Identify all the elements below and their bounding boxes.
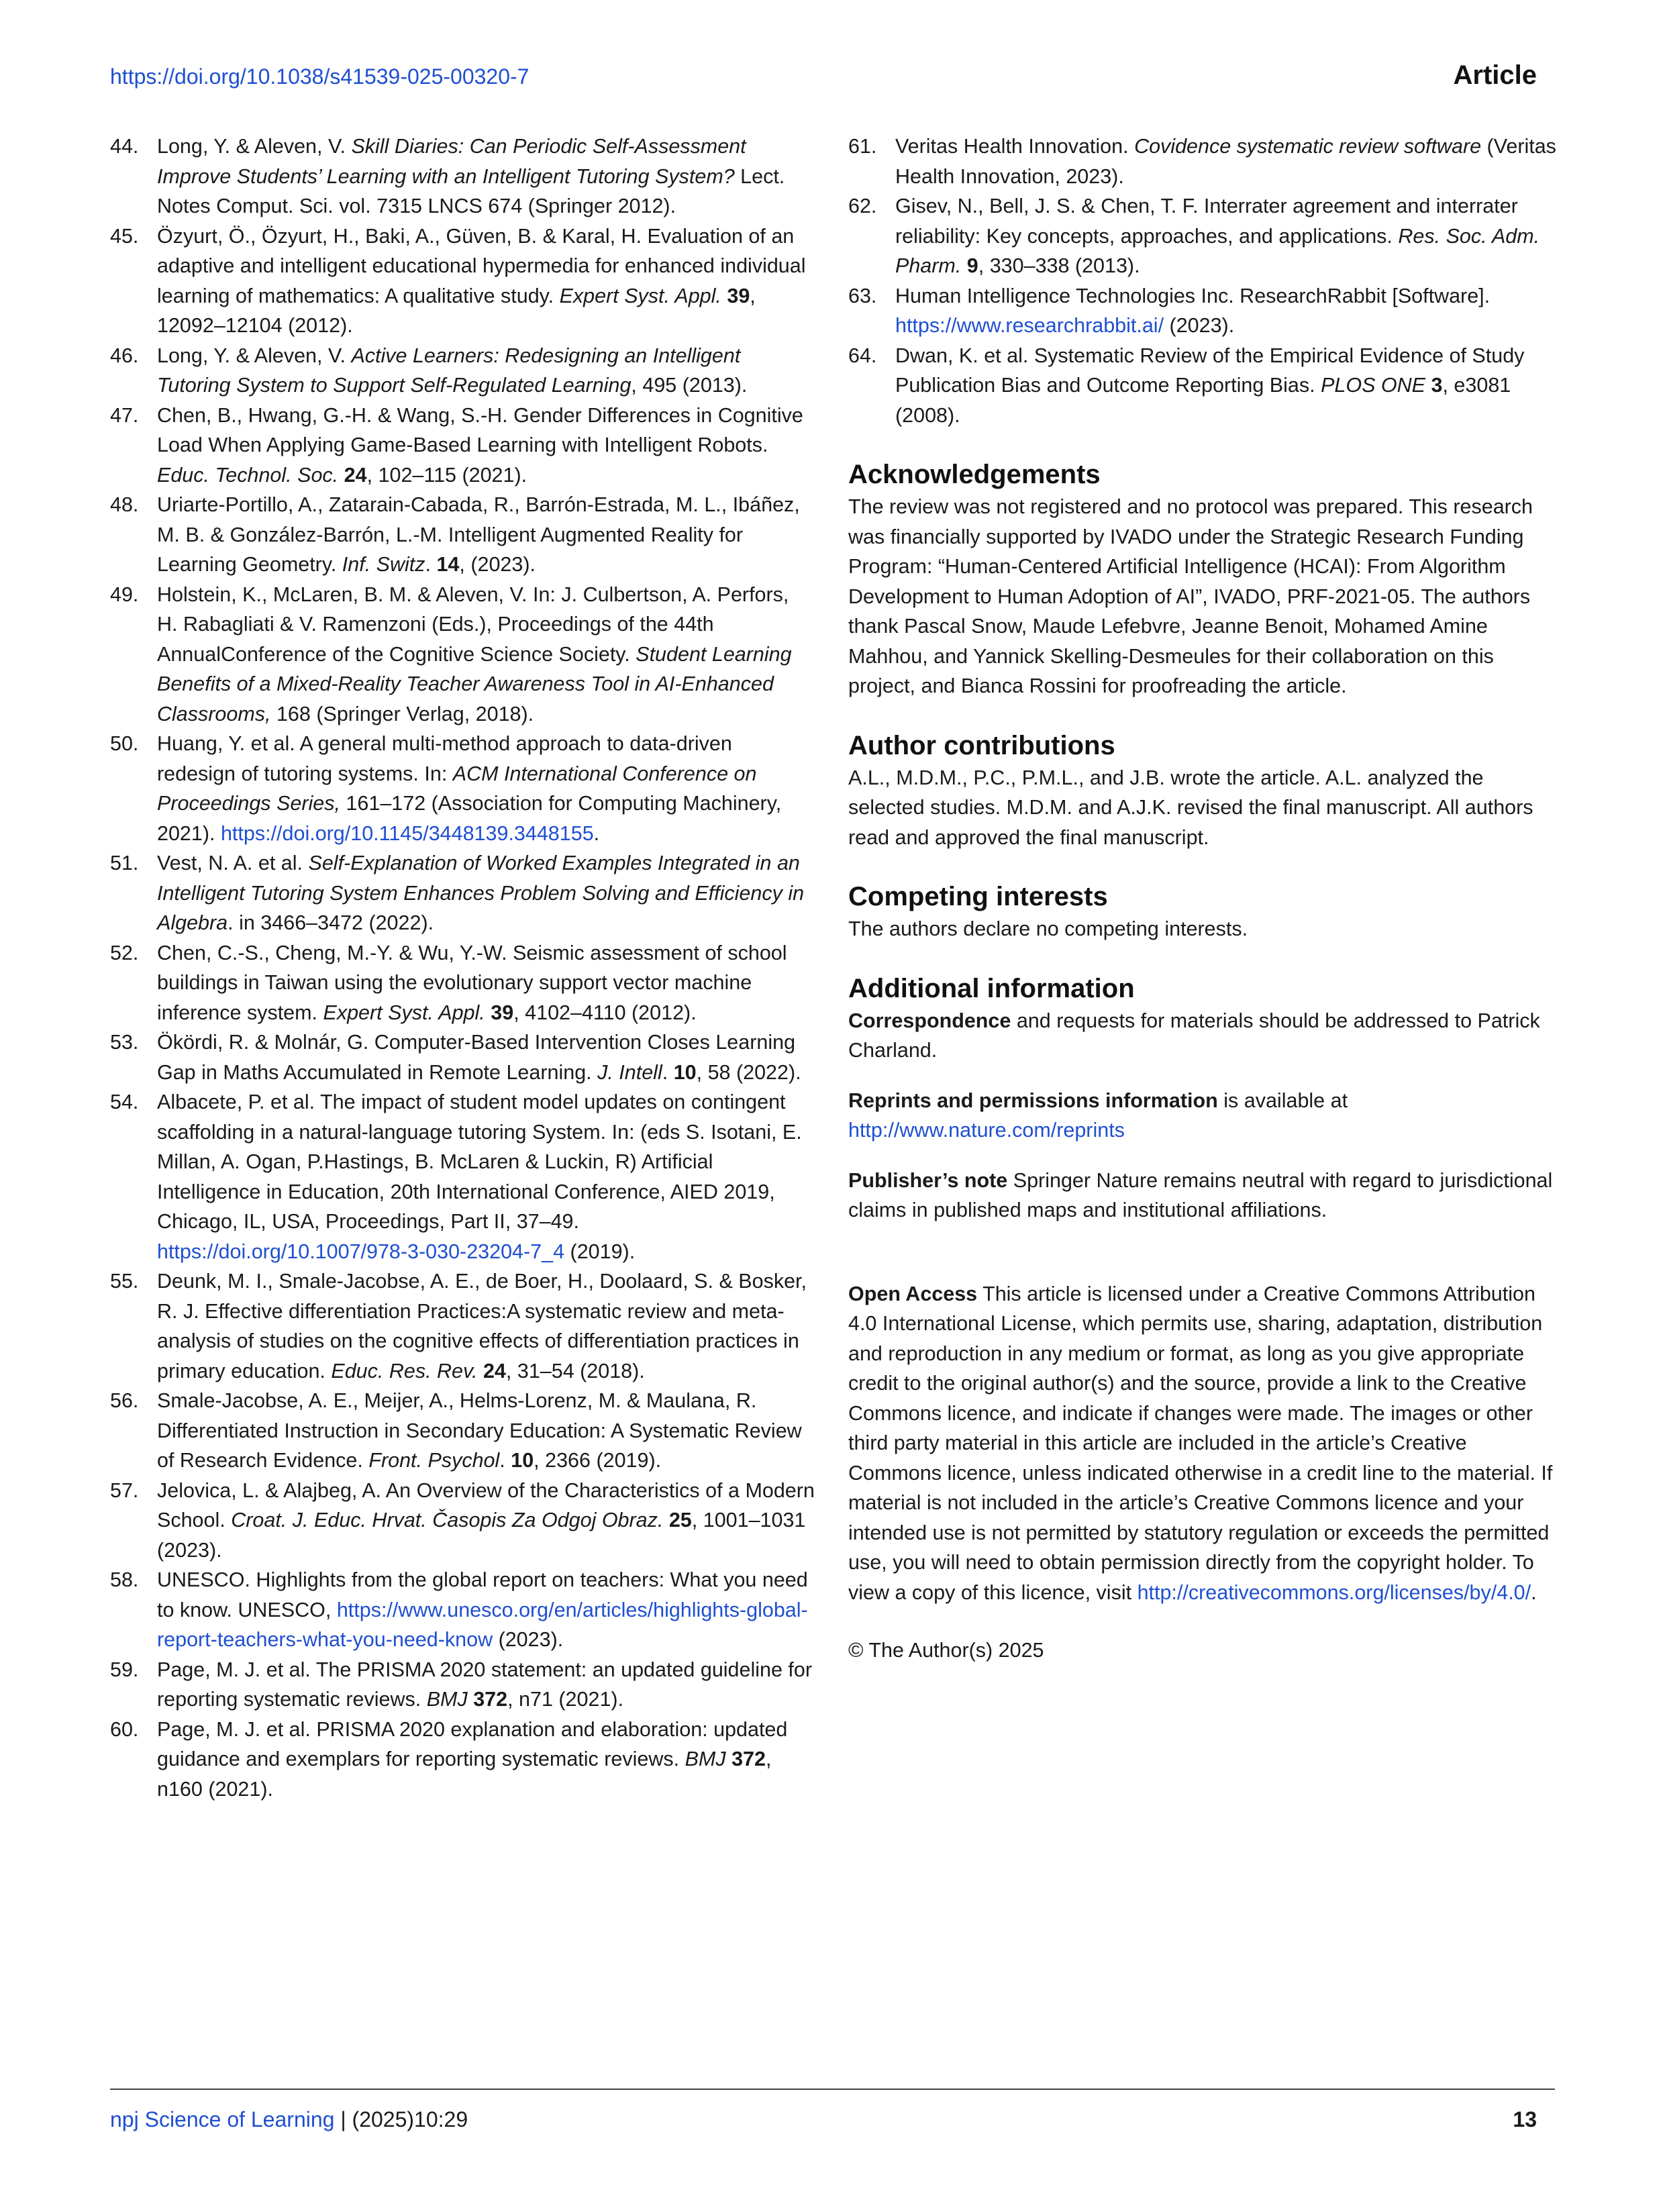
reference-text	[157, 1565, 815, 1655]
reference-segment: Page, M. J. et al. The PRISMA 2020 statement: an updated guideline for reporting systematic reviews.	[157, 1658, 813, 1711]
reference-segment: Deunk, M. I., Smale-Jacobse, A. E., de Boer, H., Doolaard, S. & Bosker, R. J. Effective differentiation Practices:A systematic review and meta-analysis of studies on the cognitive effects of differentiation practices in primary education.	[157, 1270, 807, 1382]
reference-volume: 10	[511, 1449, 534, 1472]
reference-item	[110, 1386, 815, 1476]
reference-segment: Özyurt, Ö., Özyurt, H., Baki, A., Güven, B. & Karal, H. Evaluation of an adaptive and intelligent educational hypermedia for enhanced individual learning of mathematics: A qualitative study.	[157, 224, 806, 307]
reference-text	[157, 1087, 815, 1266]
reference-volume: 39	[727, 284, 750, 307]
reference-segment: .	[593, 821, 600, 845]
reference-segment: Long, Y. & Aleven, V.	[157, 135, 352, 158]
reference-segment: Human Intelligence Technologies Inc. ResearchRabbit [Software].	[895, 284, 1491, 307]
reference-segment	[961, 254, 966, 277]
reference-item	[110, 580, 815, 730]
reference-item	[848, 281, 1556, 341]
reference-item	[110, 132, 815, 221]
reference-number: 51.	[110, 852, 139, 874]
reference-item	[848, 191, 1556, 281]
reference-segment	[338, 464, 344, 487]
reference-item	[110, 1476, 815, 1566]
reference-segment: (2019).	[564, 1240, 636, 1263]
doi-link[interactable]: https://doi.org/10.1038/s41539-025-00320-7	[110, 64, 529, 89]
reference-title-italic: Active Learners: Redesigning an Intelligent Tutoring System to Support Self-Regulated Learning	[157, 344, 741, 397]
reference-text	[157, 1476, 815, 1566]
reference-volume: 24	[344, 463, 367, 487]
reference-item	[110, 848, 815, 938]
reference-number: 64.	[848, 344, 877, 367]
reference-segment	[477, 1360, 483, 1382]
reference-text	[157, 1386, 815, 1476]
reference-segment: Ökördi, R. & Molnár, G. Computer-Based Intervention Closes Learning Gap in Maths Accumulated in Remote Learning.	[157, 1031, 796, 1084]
reference-item	[110, 938, 815, 1028]
reference-segment: Smale-Jacobse, A. E., Meijer, A., Helms-Lorenz, M. & Maulana, R. Differentiated Instruction in Secondary Education: A Systematic Review of Research Evidence.	[157, 1389, 802, 1472]
reference-segment: Chen, B., Hwang, G.-H. & Wang, S.-H. Gender Differences in Cognitive Load When Applying Game-Based Learning with Intelligent Robots.	[157, 403, 803, 456]
reference-segment: , 4102–4110 (2012).	[513, 1001, 697, 1024]
reference-text	[157, 401, 815, 491]
correspondence-text: and requests for materials should be addressed to Patrick Charland.	[848, 1009, 1540, 1062]
reference-number: 63.	[848, 284, 877, 307]
reference-number: 55.	[110, 1270, 139, 1293]
reference-number: 62.	[848, 195, 877, 217]
reference-title-italic: Covidence systematic review software	[1134, 135, 1482, 158]
reference-item	[110, 490, 815, 580]
reference-link[interactable]: https://doi.org/10.1007/978-3-030-23204-7_4	[157, 1240, 565, 1263]
reference-number: 56.	[110, 1389, 139, 1412]
reference-segment	[663, 1509, 668, 1531]
reference-segment: 168 (Springer Verlag, 2018).	[270, 702, 534, 725]
reference-segment: , 495 (2013).	[631, 374, 748, 397]
open-access-end: .	[1531, 1580, 1537, 1604]
reference-volume: 39	[491, 1001, 514, 1024]
competing-interests-text: The authors declare no competing interests.	[848, 917, 1248, 940]
reference-title-italic: BMJ	[426, 1688, 468, 1711]
reference-title-italic: BMJ	[685, 1748, 726, 1770]
reference-number: 53.	[110, 1031, 139, 1054]
reference-segment: .	[499, 1449, 511, 1472]
reference-segment: , (2023).	[459, 553, 536, 576]
journal-issue: | (2025)10:29	[334, 2107, 468, 2131]
author-contributions-text: A.L., M.D.M., P.C., P.M.L., and J.B. wrote the article. A.L. analyzed the selected studies. M.D.M. and A.J.K. revised the final manuscript. All authors read and approved the final manuscript.	[848, 766, 1533, 849]
acknowledgements-section	[848, 457, 1556, 701]
reference-segment	[485, 1001, 491, 1024]
reference-text	[157, 1027, 815, 1087]
reference-segment: Veritas Health Innovation.	[895, 135, 1135, 158]
reference-text	[157, 132, 815, 221]
reference-number: 57.	[110, 1478, 139, 1502]
reference-number: 50.	[110, 732, 139, 755]
reference-segment: , 12092–12104 (2012).	[157, 284, 756, 337]
reference-segment: Jelovica, L. & Alajbeg, A. An Overview of the Characteristics of a Modern School.	[157, 1478, 815, 1531]
acknowledgements-text: The review was not registered and no protocol was prepared. This research was financially supported by IVADO under the Strategic Research Funding Program: “Human-Centered Artificial Intelligence (HCAI): From Algorithm Development to Human Adoption of AI”, IVADO, PRF-2021-05. The authors thank Pascal Snow, Maude Lefebvre, Jeanne Benoit, Mohamed Amine Mahhou, and Yannick Skelling-Desmeules for their collaboration on this project, and Bianca Rossini for proofreading the article.	[848, 495, 1533, 697]
additional-information-section	[848, 971, 1556, 1225]
reference-volume: 10	[673, 1060, 697, 1084]
reference-number: 44.	[110, 135, 139, 158]
reference-title-italic: J. Intell	[597, 1060, 662, 1084]
reference-title-italic: Self-Explanation of Worked Examples Integrated in an Intelligent Tutoring System Enhances Problem Solving and Efficiency in Algebra	[157, 852, 805, 934]
reference-title-italic: PLOS ONE	[1321, 374, 1426, 397]
reference-volume: 14	[436, 553, 460, 576]
reference-segment: 161–172 (Association for Computing Machinery, 2021).	[157, 792, 782, 845]
reference-segment: (2023).	[493, 1628, 564, 1651]
reference-number: 48.	[110, 493, 139, 516]
reference-link[interactable]: https://www.researchrabbit.ai/	[895, 314, 1164, 337]
reference-item	[110, 1565, 815, 1655]
reference-item	[110, 729, 815, 848]
reference-segment: .	[425, 553, 437, 576]
reference-segment: Holstein, K., McLaren, B. M. & Aleven, V. In: J. Culbertson, A. Perfors, H. Rabagliati & V. Ramenzoni (Eds.), Proceedings of the 44th AnnualConference of the Cognitive Science Society.	[157, 583, 789, 666]
reference-title-italic: Expert Syst. Appl.	[323, 1001, 485, 1024]
reference-segment: , 31–54 (2018).	[505, 1359, 645, 1382]
correspondence-label: Correspondence	[848, 1009, 1011, 1032]
page-number: 13	[1513, 2107, 1537, 2131]
author-contributions-heading: Author contributions	[848, 730, 1115, 760]
reference-item	[110, 341, 815, 401]
reference-text	[157, 580, 815, 730]
reference-title-italic: Croat. J. Educ. Hrvat. Časopis Za Odgoj Obraz.	[231, 1509, 664, 1531]
reference-link[interactable]: https://doi.org/10.1145/3448139.3448155	[220, 821, 594, 845]
reference-segment	[468, 1688, 473, 1711]
right-column	[848, 132, 1556, 1666]
publisher-note-paragraph	[848, 1166, 1556, 1225]
reference-segment: Huang, Y. et al. A general multi-method approach to data-driven redesign of tutoring systems. In:	[157, 732, 732, 785]
reference-segment: (2023).	[1164, 314, 1235, 337]
reference-text	[157, 729, 815, 848]
reference-segment: .	[662, 1060, 674, 1084]
reference-number: 47.	[110, 403, 139, 427]
reference-title-italic: Educ. Technol. Soc.	[157, 463, 339, 487]
reference-segment: Gisev, N., Bell, J. S. & Chen, T. F. Interrater agreement and interrater reliability: Key concepts, approaches, and applications.	[895, 195, 1518, 248]
competing-interests-section	[848, 879, 1556, 944]
publisher-note-label: Publisher’s note	[848, 1168, 1008, 1192]
reference-segment: Dwan, K. et al. Systematic Review of the Empirical Evidence of Study Publication Bias and Outcome Reporting Bias.	[895, 344, 1525, 397]
article-type-label: Article	[1453, 60, 1537, 90]
reference-number: 61.	[848, 135, 877, 158]
additional-information-heading: Additional information	[848, 973, 1135, 1003]
reference-number: 54.	[110, 1091, 139, 1113]
reference-text	[157, 490, 815, 580]
reference-title-italic: Front. Psychol	[368, 1449, 500, 1472]
reference-number: 60.	[110, 1717, 139, 1741]
copyright-notice: © The Author(s) 2025	[848, 1639, 1044, 1662]
competing-interests-heading: Competing interests	[848, 882, 1108, 911]
reference-volume: 3	[1431, 374, 1443, 397]
author-contributions-section	[848, 728, 1556, 853]
reference-item	[848, 341, 1556, 431]
reference-item	[110, 1655, 815, 1715]
reference-title-italic: ACM International Conference on Proceedings Series,	[157, 762, 757, 815]
reference-volume: 25	[668, 1509, 692, 1531]
reference-number: 52.	[110, 941, 139, 964]
reference-text	[157, 1715, 815, 1805]
reprints-link[interactable]: http://www.nature.com/reprints	[848, 1119, 1125, 1142]
journal-name-link[interactable]: npj Science of Learning	[110, 2107, 335, 2131]
reference-title-italic: Expert Syst. Appl.	[559, 284, 721, 307]
open-access-label: Open Access	[848, 1282, 978, 1305]
reprints-paragraph	[848, 1086, 1556, 1146]
reference-segment: Vest, N. A. et al.	[157, 852, 309, 874]
reference-title-italic: Inf. Switz	[342, 553, 425, 576]
reference-segment	[1425, 374, 1431, 397]
reference-item	[110, 1027, 815, 1087]
open-access-paragraph	[848, 1279, 1556, 1608]
reference-segment: , n160 (2021).	[157, 1748, 772, 1801]
reference-segment: Albacete, P. et al. The impact of student model updates on contingent scaffolding in a natural-language tutoring System. In: (eds S. Isotani, E. Millan, A. Ogan, P.Hastings, B. McLaren & Luckin, R) Artificial Intelligence in Education, 20th International Conference, AIED 2019, Chicago, IL, USA, Proceedings, Part II, 37–49.	[157, 1091, 802, 1233]
reference-segment: , 58 (2022).	[696, 1060, 801, 1084]
reference-segment: (Veritas Health Innovation, 2023).	[895, 135, 1556, 188]
reference-segment: Lect. Notes Comput. Sci. vol. 7315 LNCS 674 (Springer 2012).	[157, 164, 785, 217]
reference-segment: . in 3466–3472 (2022).	[228, 911, 434, 934]
reference-text	[157, 221, 815, 341]
publisher-note-text: Springer Nature remains neutral with regard to jurisdictional claims in published maps and institutional affiliations.	[848, 1168, 1553, 1221]
reference-segment: Page, M. J. et al. PRISMA 2020 explanation and elaboration: updated guidance and exemplars for reporting systematic reviews.	[157, 1717, 788, 1770]
reference-item	[110, 1266, 815, 1386]
reference-volume: 372	[731, 1748, 766, 1770]
creative-commons-link[interactable]: http://creativecommons.org/licenses/by/4.0/	[1137, 1580, 1531, 1604]
reference-title-italic: Skill Diaries: Can Periodic Self-Assessment Improve Students’ Learning with an Intelligent Tutoring System?	[157, 135, 746, 188]
reference-item	[110, 1715, 815, 1805]
reprints-text: is available at	[1217, 1089, 1348, 1112]
reference-link[interactable]: https://www.unesco.org/en/articles/highlights-global-report-teachers-what-you-need-know	[157, 1598, 808, 1651]
reference-title-italic: Student Learning Benefits of a Mixed-Reality Teacher Awareness Tool in AI-Enhanced Classrooms,	[157, 642, 792, 725]
reference-item	[848, 132, 1556, 191]
open-access-text: This article is licensed under a Creative Commons Attribution 4.0 International License, which permits use, sharing, adaptation, distribution and reproduction in any medium or format, as long as you give appropriate credit to the original author(s) and the source, provide a link to the Creative Commons licence, and indicate if changes were made. The images or other third party material in this article are included in the article’s Creative Commons licence, unless indicated otherwise in a credit line to the material. If material is not included in the article’s Creative Commons licence and your intended use is not permitted by statutory regulation or exceeds the permitted use, you will need to obtain permission directly from the copyright holder. To view a copy of this licence, visit	[848, 1282, 1553, 1604]
reference-number: 59.	[110, 1658, 139, 1681]
reference-volume: 24	[483, 1359, 506, 1382]
reference-text	[157, 938, 815, 1028]
references-left-column	[110, 132, 815, 1804]
reference-text	[895, 191, 1556, 281]
reference-number: 45.	[110, 224, 139, 248]
acknowledgements-heading: Acknowledgements	[848, 460, 1101, 489]
reference-segment: , 1001–1031 (2023).	[157, 1509, 806, 1562]
reference-segment: Long, Y. & Aleven, V.	[157, 344, 352, 367]
reference-segment	[726, 1748, 731, 1770]
reference-text	[895, 281, 1556, 341]
reference-text	[157, 341, 815, 401]
reference-number: 58.	[110, 1568, 139, 1591]
reference-segment: Uriarte-Portillo, A., Zatarain-Cabada, R., Barrón-Estrada, M. L., Ibáñez, M. B. & González-Barrón, L.-M. Intelligent Augmented Reality for Learning Geometry.	[157, 493, 800, 576]
reference-item	[110, 221, 815, 341]
reference-segment: , e3081 (2008).	[895, 374, 1511, 427]
reference-item	[110, 401, 815, 491]
reference-number: 49.	[110, 583, 139, 606]
reference-volume: 372	[473, 1688, 508, 1711]
reference-segment: , 2366 (2019).	[534, 1449, 662, 1472]
reference-number: 46.	[110, 344, 139, 367]
reference-segment: , 330–338 (2013).	[978, 254, 1140, 277]
reprints-label: Reprints and permissions information	[848, 1089, 1218, 1112]
footer-divider	[110, 2089, 1555, 2090]
reference-segment: , n71 (2021).	[507, 1688, 624, 1711]
reference-text	[157, 1655, 815, 1715]
reference-segment: , 102–115 (2021).	[366, 463, 527, 487]
footer-citation	[110, 2107, 468, 2132]
reference-title-italic: Res. Soc. Adm. Pharm.	[895, 224, 1540, 277]
reference-text	[895, 132, 1556, 191]
reference-text	[157, 1266, 815, 1386]
reference-text	[157, 848, 815, 938]
references-right-list	[848, 132, 1556, 430]
reference-segment: UNESCO. Highlights from the global report on teachers: What you need to know. UNESCO,	[157, 1568, 808, 1621]
reference-volume: 9	[966, 254, 978, 277]
correspondence-paragraph	[848, 1006, 1556, 1066]
reference-title-italic: Educ. Res. Rev.	[331, 1359, 478, 1382]
reference-segment: Chen, C.-S., Cheng, M.-Y. & Wu, Y.-W. Seismic assessment of school buildings in Taiwan using the evolutionary support vector machine inference system.	[157, 941, 787, 1024]
reference-item	[110, 1087, 815, 1266]
reference-text	[895, 341, 1556, 431]
